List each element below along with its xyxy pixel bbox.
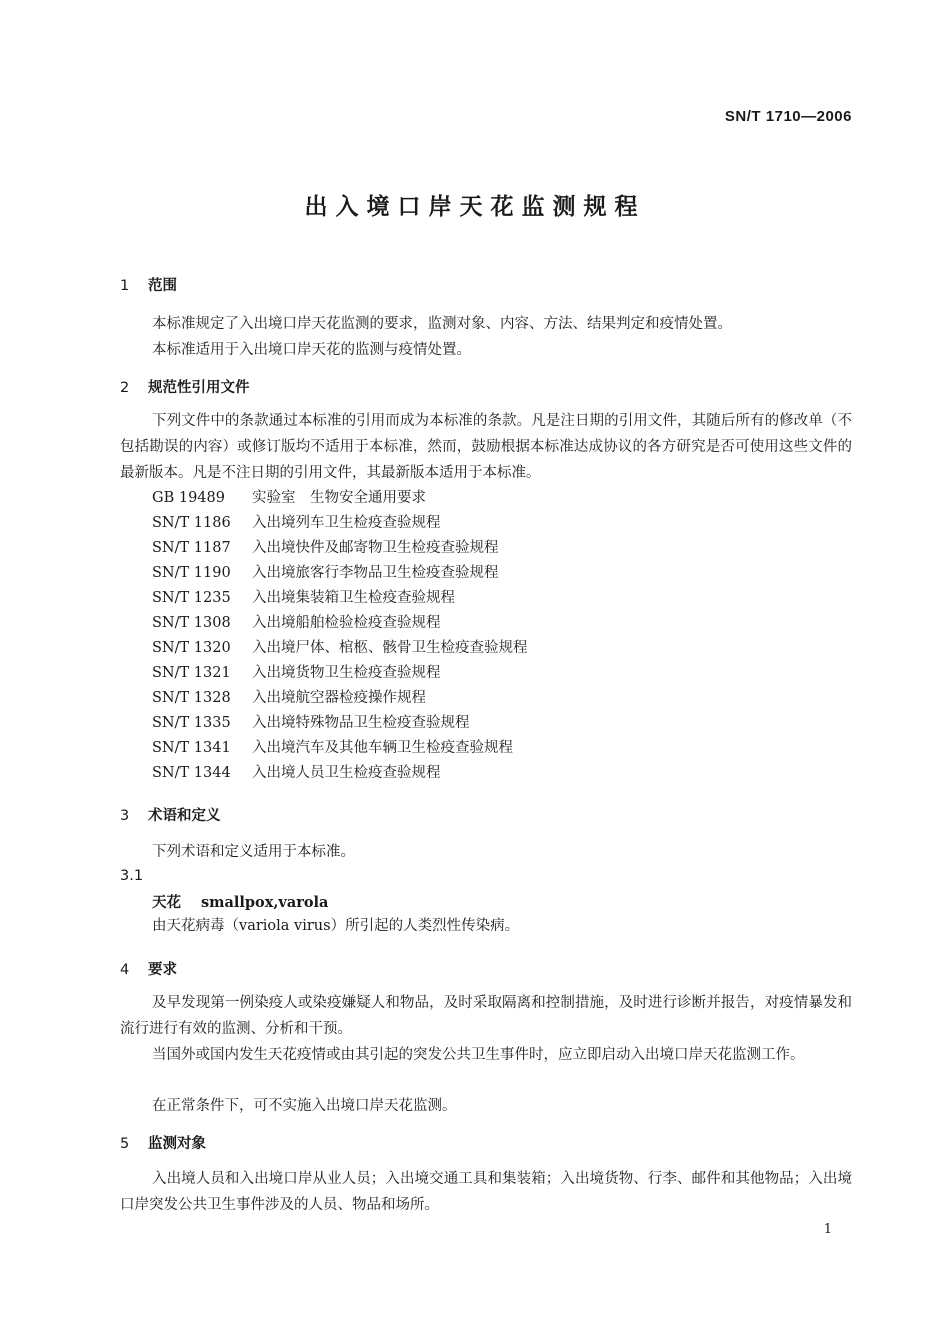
reference-item (152, 611, 441, 636)
reference-title: 入出境列车卫生检疫查验规程 (252, 515, 441, 531)
reference-item (152, 711, 470, 736)
section-heading (120, 958, 177, 979)
page-number: 1 (823, 1222, 832, 1237)
section-number: 1 (120, 278, 130, 294)
reference-item (152, 636, 528, 661)
term-english: smallpox,varola (201, 894, 329, 911)
reference-item (152, 661, 441, 686)
reference-item (152, 686, 426, 711)
reference-item (152, 586, 455, 611)
standard-code: SN/T 1710—2006 (724, 108, 852, 125)
section-number: 4 (120, 962, 130, 978)
reference-code: SN/T 1187 (152, 540, 231, 556)
reference-item (152, 511, 441, 536)
reference-item (152, 761, 441, 786)
section-title: 范围 (148, 278, 177, 294)
reference-code: SN/T 1344 (152, 765, 231, 781)
paragraph: 下列文件中的条款通过本标准的引用而成为本标准的条款。凡是注日期的引用文件，其随后所有的修改单（不包括勘误的内容）或修订版均不适用于本标准，然而，鼓励根据本标准达成协议的各方研究是否可使用这些文件的最新版本。凡是不注日期的引用文件，其最新版本适用于本标准。 (120, 413, 852, 481)
section-number: 3 (120, 808, 130, 824)
section-title: 监测对象 (148, 1136, 206, 1152)
reference-code: SN/T 1190 (152, 565, 231, 581)
paragraph: 下列术语和定义适用于本标准。 (152, 844, 355, 860)
reference-title: 入出境货物卫生检疫查验规程 (252, 665, 441, 681)
term-number: 3.1 (120, 868, 144, 884)
reference-title: 入出境船舶检验检疫查验规程 (252, 615, 441, 631)
reference-title: 入出境集装箱卫生检疫查验规程 (252, 590, 455, 606)
section-number: 5 (120, 1136, 130, 1152)
section-number: 2 (120, 380, 130, 396)
paragraph: 本标准规定了入出境口岸天花监测的要求，监测对象、内容、方法、结果判定和疫情处置。 (152, 316, 732, 332)
paragraph: 在正常条件下，可不实施入出境口岸天花监测。 (152, 1098, 457, 1114)
section-heading (120, 1132, 206, 1153)
reference-code: SN/T 1320 (152, 640, 231, 656)
reference-title: 入出境快件及邮寄物卫生检疫查验规程 (252, 540, 499, 556)
reference-code: SN/T 1308 (152, 615, 231, 631)
section-heading (120, 804, 221, 825)
paragraph: 当国外或国内发生天花疫情或由其引起的突发公共卫生事件时，应立即启动入出境口岸天花监测工作。 (152, 1047, 805, 1063)
reference-item (152, 486, 426, 511)
reference-title: 入出境尸体、棺柩、骸骨卫生检疫查验规程 (252, 640, 528, 656)
reference-item (152, 561, 499, 586)
reference-item (152, 736, 513, 761)
section-heading (120, 376, 250, 397)
reference-title: 入出境航空器检疫操作规程 (252, 690, 426, 706)
reference-title: 实验室 生物安全通用要求 (252, 490, 426, 506)
section-title: 术语和定义 (148, 808, 221, 824)
reference-title: 入出境特殊物品卫生检疫查验规程 (252, 715, 470, 731)
paragraph: 本标准适用于入出境口岸天花的监测与疫情处置。 (152, 342, 471, 358)
reference-code: SN/T 1335 (152, 715, 231, 731)
term-entry (152, 890, 328, 916)
reference-code: SN/T 1321 (152, 665, 231, 681)
reference-code: SN/T 1186 (152, 515, 231, 531)
section-title: 规范性引用文件 (148, 380, 250, 396)
section-heading (120, 274, 177, 295)
reference-code: SN/T 1341 (152, 740, 231, 756)
reference-title: 入出境人员卫生检疫查验规程 (252, 765, 441, 781)
reference-title: 入出境旅客行李物品卫生检疫查验规程 (252, 565, 499, 581)
reference-code: SN/T 1235 (152, 590, 231, 606)
term-chinese: 天花 (152, 895, 181, 911)
reference-code: SN/T 1328 (152, 690, 231, 706)
reference-title: 入出境汽车及其他车辆卫生检疫查验规程 (252, 740, 513, 756)
reference-item (152, 536, 499, 561)
term-definition: 由天花病毒（variola virus）所引起的人类烈性传染病。 (152, 918, 520, 934)
section-title: 要求 (148, 962, 177, 978)
reference-code: GB 19489 (152, 490, 225, 506)
document-title: 出入境口岸天花监测规程 (304, 194, 646, 220)
paragraph: 及早发现第一例染疫人或染疫嫌疑人和物品，及时采取隔离和控制措施，及时进行诊断并报告，对疫情暴发和流行进行有效的监测、分析和干预。 (120, 995, 852, 1037)
paragraph: 入出境人员和入出境口岸从业人员；入出境交通工具和集装箱；入出境货物、行李、邮件和其他物品；入出境口岸突发公共卫生事件涉及的人员、物品和场所。 (120, 1171, 852, 1213)
